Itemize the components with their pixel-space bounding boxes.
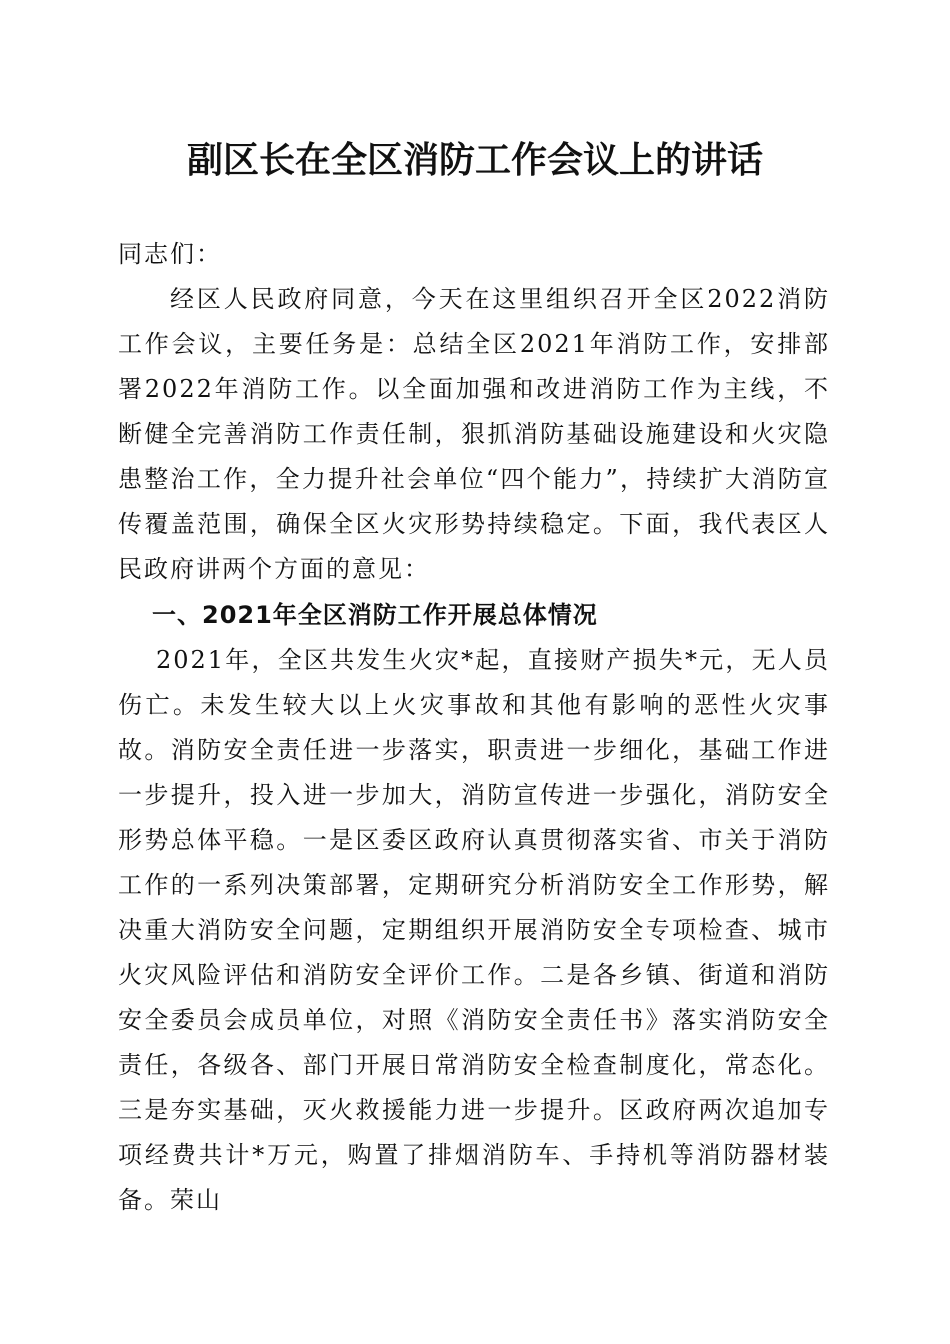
paragraph-section-1: 2021年，全区共发生火灾*起，直接财产损失*元，无人员伤亡。未发生较大以上火灾事故和其他有影响的恶性火灾事故。消防安全责任进一步落实，职责进一步细化，基础工作进一步提升，投入进一步加大，消防宣传进一步强化，消防安全形势总体平稳。一是区委区政府认真贯彻落实省、市关于消防工作的一系列决策部署，定期研究分析消防安全工作形势，解决重大消防安全问题，定期组织开展消防安全专项检查、城市火灾风险评估和消防安全评价工作。二是各乡镇、街道和消防安全委员会成员单位，对照《消防安全责任书》落实消防安全责任，各级各、部门开展日常消防安全检查制度化，常态化。三是夯实基础，灭火救援能力进一步提升。区政府两次追加专项经费共计*万元，购置了排烟消防车、手持机等消防器材装备。荣山 — [118, 646, 830, 1214]
paragraph-opening: 经区人民政府同意，今天在这里组织召开全区2022消防工作会议，主要任务是：总结全区2021年消防工作，安排部署2022年消防工作。以全面加强和改进消防工作为主线，不断健全完善消防工作责任制，狠抓消防基础设施建设和火灾隐患整治工作，全力提升社会单位“四个能力”，持续扩大消防宣传覆盖范围，确保全区火灾形势持续稳定。下面，我代表区人民政府讲两个方面的意见： — [118, 285, 830, 583]
document-title: 副区长在全区消防工作会议上的讲话 — [186, 139, 763, 181]
salutation: 同志们： — [118, 240, 222, 268]
section-heading-1: 一、2021年全区消防工作开展总体情况 — [152, 601, 598, 629]
